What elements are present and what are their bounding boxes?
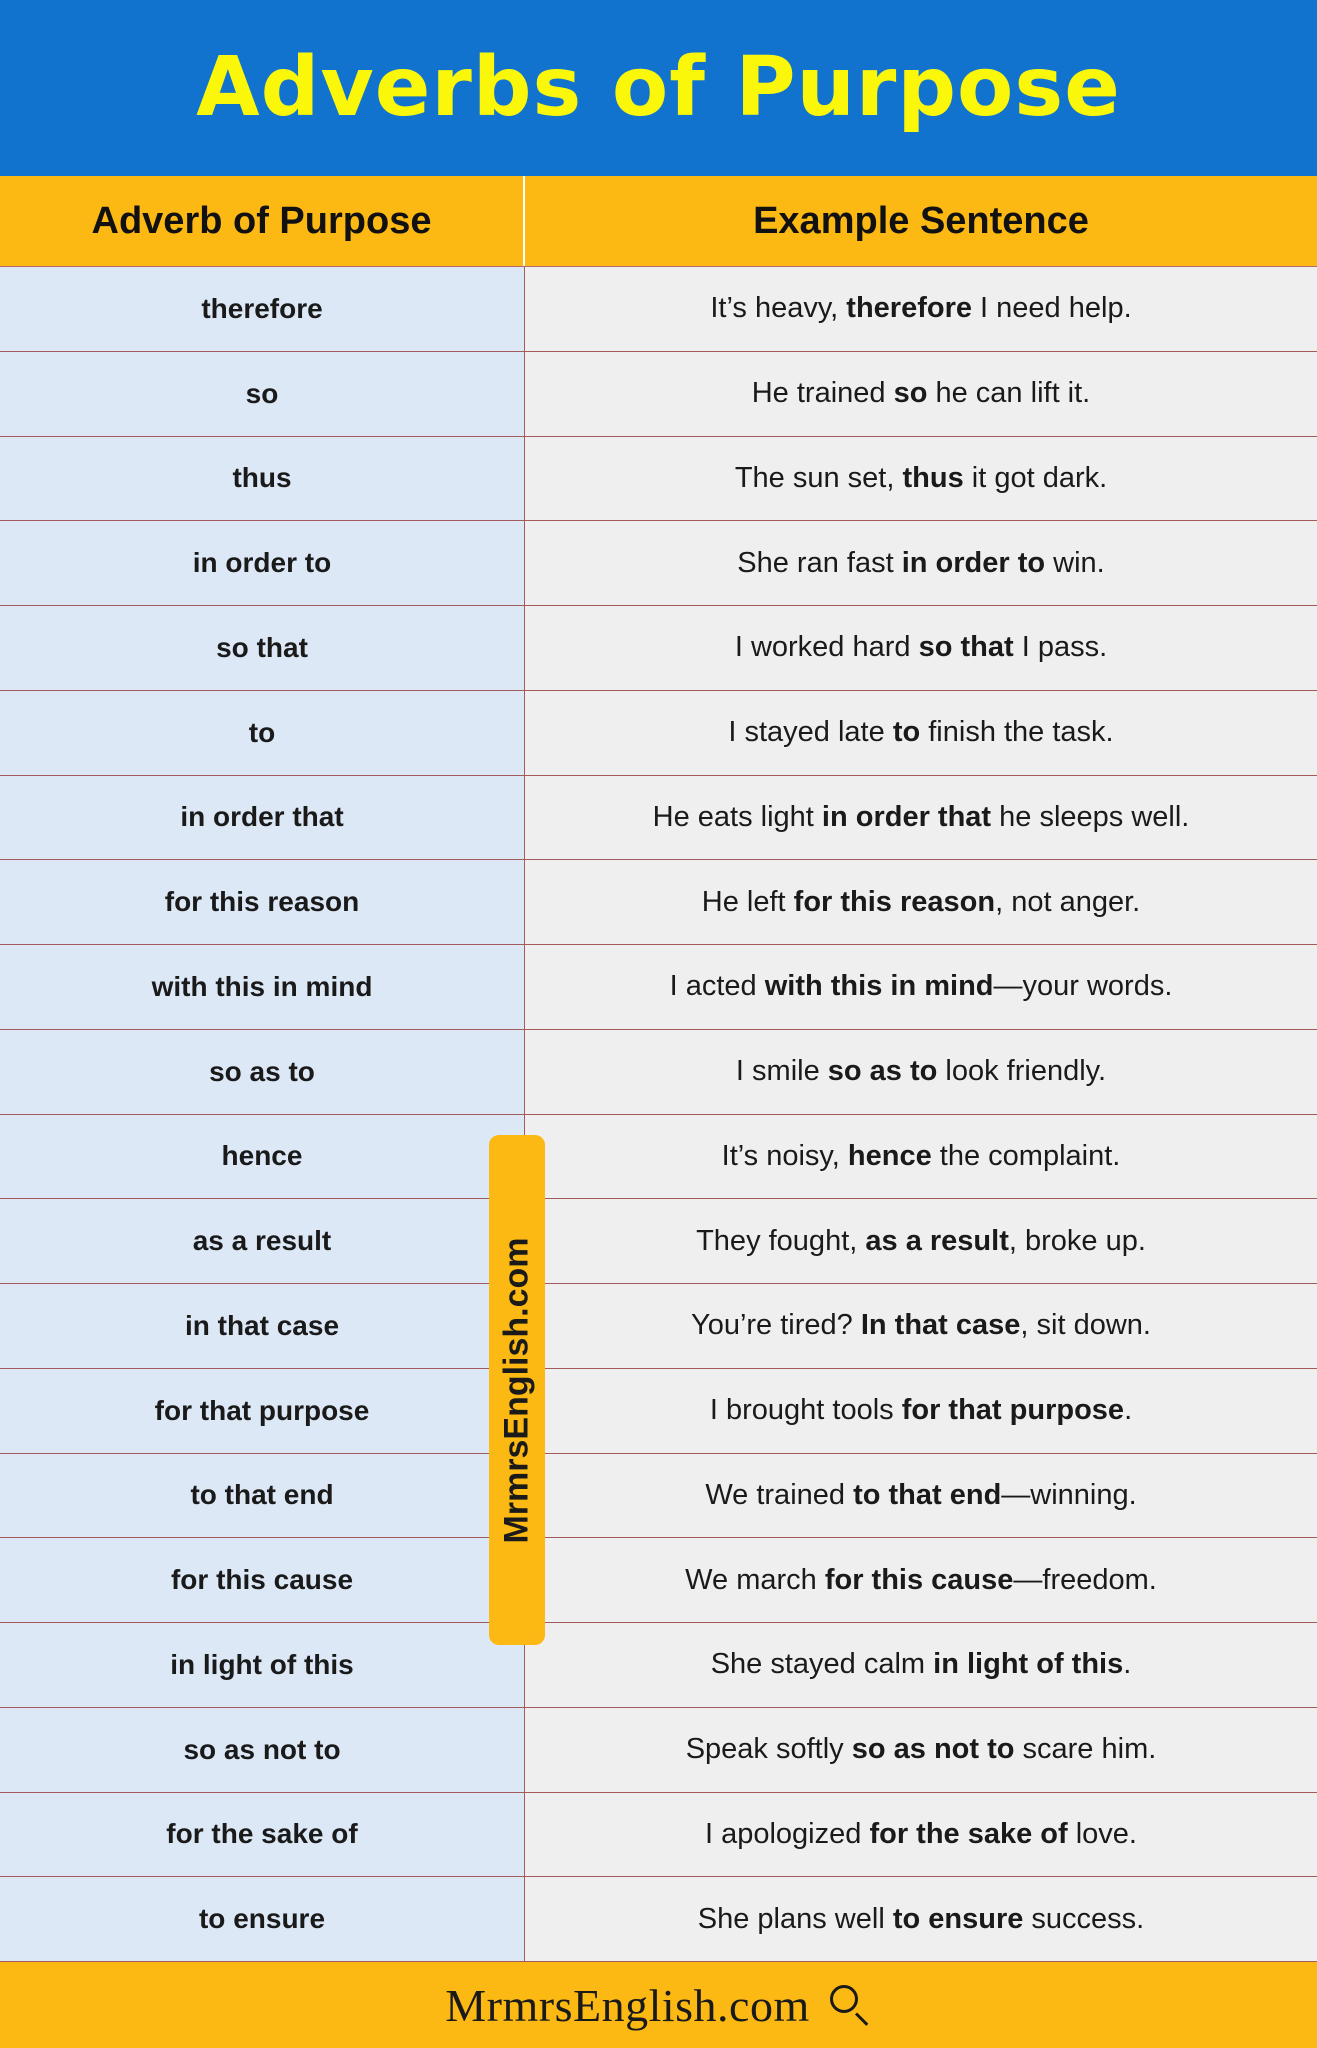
example-sentence — [525, 860, 1317, 944]
adverb-term: for the sake of — [0, 1793, 525, 1877]
example-sentence-text: She ran fast in order to win. — [737, 546, 1105, 579]
example-sentence-text: Speak softly so as not to scare him. — [685, 1733, 1157, 1766]
example-sentence — [525, 1115, 1317, 1199]
example-sentence — [525, 1284, 1317, 1368]
table-row — [0, 691, 1317, 776]
table-row — [0, 1030, 1317, 1115]
example-sentence-text: The sun set, thus it got dark. — [734, 461, 1108, 494]
table-row — [0, 1538, 1317, 1623]
column-header-term: Adverb of Purpose — [0, 176, 525, 266]
example-sentence-text: I apologized for the sake of love. — [704, 1817, 1137, 1850]
adverb-term: to — [0, 691, 525, 775]
example-sentence — [525, 352, 1317, 436]
adverb-term: with this in mind — [0, 945, 525, 1029]
example-sentence-text: We trained to that end—winning. — [705, 1478, 1137, 1511]
adverb-term: for this reason — [0, 860, 525, 944]
example-sentence — [525, 1623, 1317, 1707]
example-sentence — [525, 267, 1317, 351]
example-sentence-text: It’s noisy, hence the complaint. — [721, 1139, 1121, 1172]
example-sentence — [525, 606, 1317, 690]
example-sentence-text: He trained so he can lift it. — [751, 377, 1091, 410]
example-sentence-text: They fought, as a result, broke up. — [696, 1224, 1146, 1257]
example-sentence — [525, 945, 1317, 1029]
table-row — [0, 352, 1317, 437]
adverb-term: thus — [0, 437, 525, 521]
table-row — [0, 776, 1317, 861]
example-sentence-text: She stayed calm in light of this. — [710, 1648, 1132, 1681]
adverb-term: for this cause — [0, 1538, 525, 1622]
example-sentence-text: I acted with this in mind—your words. — [669, 970, 1173, 1003]
table-row — [0, 860, 1317, 945]
table-row — [0, 267, 1317, 352]
adverb-term: hence — [0, 1115, 525, 1199]
table-row — [0, 1793, 1317, 1878]
watermark-label: MrmrsEnglish.com — [497, 1236, 536, 1544]
adverb-term: in order to — [0, 521, 525, 605]
table-row — [0, 1199, 1317, 1284]
table-row — [0, 1454, 1317, 1539]
example-sentence — [525, 1030, 1317, 1114]
example-sentence-text: I smile so as to look friendly. — [735, 1055, 1107, 1088]
adverb-term: so as to — [0, 1030, 525, 1114]
example-sentence-text: He left for this reason, not anger. — [701, 885, 1141, 918]
example-sentence — [525, 1199, 1317, 1283]
adverb-term: in order that — [0, 776, 525, 860]
example-sentence — [525, 1708, 1317, 1792]
example-sentence-text: You’re tired? In that case, sit down. — [691, 1309, 1151, 1342]
example-sentence — [525, 1538, 1317, 1622]
adverb-term: for that purpose — [0, 1369, 525, 1453]
adverb-term: so that — [0, 606, 525, 690]
footer-site-label: MrmrsEnglish.com — [445, 1979, 810, 2031]
adverb-term: so — [0, 352, 525, 436]
example-sentence — [525, 776, 1317, 860]
example-sentence — [525, 1877, 1317, 1961]
table-row — [0, 1623, 1317, 1708]
example-sentence — [525, 691, 1317, 775]
example-sentence-text: He eats light in order that he sleeps well. — [652, 800, 1190, 833]
adverb-term: in that case — [0, 1284, 525, 1368]
table-row — [0, 1708, 1317, 1793]
table-row — [0, 1369, 1317, 1454]
table-header-row — [0, 176, 1317, 266]
example-sentence — [525, 1793, 1317, 1877]
example-sentence — [525, 437, 1317, 521]
search-icon — [828, 1983, 872, 2027]
column-header-example: Example Sentence — [753, 199, 1089, 242]
page-title: Adverbs of Purpose — [196, 40, 1121, 135]
table-row — [0, 945, 1317, 1030]
adverb-term: therefore — [0, 267, 525, 351]
title-bar — [0, 0, 1317, 176]
table-row — [0, 437, 1317, 522]
example-sentence-text: I brought tools for that purpose. — [709, 1394, 1133, 1427]
adverb-term: to that end — [0, 1454, 525, 1538]
example-sentence-text: She plans well to ensure success. — [697, 1902, 1145, 1935]
watermark-badge — [489, 1135, 545, 1645]
table-body — [0, 266, 1317, 1962]
example-sentence — [525, 1454, 1317, 1538]
adverb-term: as a result — [0, 1199, 525, 1283]
example-sentence-text: I worked hard so that I pass. — [734, 631, 1108, 664]
footer-bar — [0, 1962, 1317, 2048]
adverb-term: so as not to — [0, 1708, 525, 1792]
adverb-term: to ensure — [0, 1877, 525, 1961]
table-row — [0, 1284, 1317, 1369]
adverb-term: in light of this — [0, 1623, 525, 1707]
example-sentence — [525, 521, 1317, 605]
example-sentence — [525, 1369, 1317, 1453]
example-sentence-text: It’s heavy, therefore I need help. — [710, 292, 1132, 325]
example-sentence-text: We march for this cause—freedom. — [685, 1563, 1157, 1596]
table-row — [0, 606, 1317, 691]
example-sentence-text: I stayed late to finish the task. — [728, 716, 1114, 749]
table-row — [0, 521, 1317, 606]
table-row — [0, 1115, 1317, 1200]
table-row — [0, 1877, 1317, 1962]
